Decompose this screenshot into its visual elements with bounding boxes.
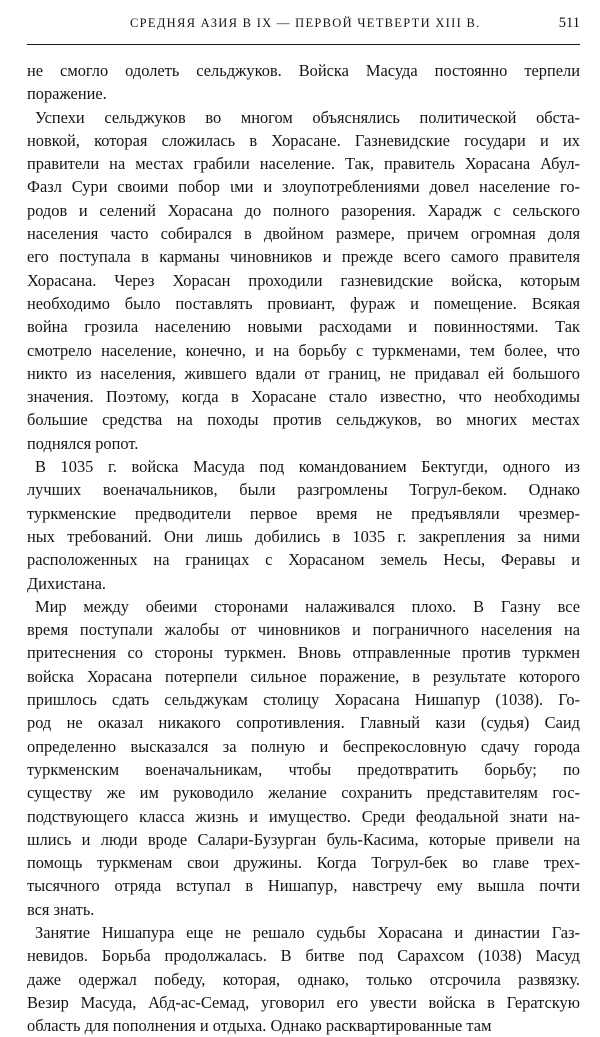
text-line: война грозила населению новыми расходами и повинностями. Так (27, 317, 580, 337)
text-line: существу же им руководило желание сохранить представителям гос- (27, 783, 580, 803)
text-line: тысячного отряда вступал в Нишапур, навстречу ему вышла почти (27, 876, 580, 896)
text-line: притеснения со стороны туркмен. Вновь отправленные против туркмен (27, 643, 580, 663)
text-line: не смогло одолеть сельджуков. Войска Масуда постоянно терпели (27, 61, 580, 80)
paragraph (27, 595, 580, 921)
text-line: определенно высказался за полную и беспрекословную сдачу города (27, 736, 580, 756)
text-line: ных требований. Они лишь добились в 1035 г. закрепления за ними (27, 526, 580, 546)
text-line: область для пополнения и отдыха. Однако расквартированные там (27, 1016, 492, 1036)
text-line: необходимо было поставлять провиант, фураж и помещение. Всякая (27, 293, 580, 313)
text-line: поднялся ропот. (27, 433, 139, 453)
text-line: Мир между обеими сторонами налаживался плохо. В Газну все (35, 596, 580, 616)
text-line: подствующего класса жизнь и имущество. Среди феодальной знати на- (27, 806, 580, 826)
paragraph (27, 455, 580, 595)
text-line: большие средства на походы против сельджуков, во многих местах (27, 410, 580, 430)
text-line: Фазл Сури своими побор ιми и злоупотреблениями довел население го- (27, 177, 580, 197)
text-line: правители на местах грабили население. Так, правитель Хорасана Абул- (27, 154, 580, 174)
text-line: Дихистана. (27, 573, 106, 593)
text-line: время поступали жалобы от чиновников и пограничного населения на (27, 620, 580, 640)
text-line: вся знать. (27, 899, 95, 919)
text-line: лучших военачальников, были разгромлены Тогрул-беком. Однако (27, 480, 580, 500)
page-number: 511 (558, 15, 580, 31)
text-line: значения. Поэтому, когда в Хорасане стало известно, что необходимы (27, 387, 580, 407)
text-line: туркменские предводители первое время не предъявляли чрезмер- (27, 503, 580, 523)
text-line: даже одержал победу, которая, однако, только отсрочила развязку. (27, 969, 580, 989)
text-line: войска Хорасана потерпели сильное поражение, в результате которого (27, 666, 580, 686)
text-line: Успехи сельджуков во многом объяснялись политической обста- (35, 107, 580, 127)
page-header (27, 16, 580, 40)
text-line: никто из населения, жившего вдали от границ, не придавал ей большого (27, 363, 580, 383)
text-line: В 1035 г. войска Масуда под командованием Бектугди, одного из (35, 457, 580, 477)
text-line: род не оказал никакого сопротивления. Главный кази (судья) Саид (27, 713, 580, 733)
text-line: Хорасана. Через Хорасан проходили газневидские войска, которым (27, 270, 580, 290)
text-line: невидов. Борьба продолжалась. В битве под Сарахсом (1038) Масуд (27, 946, 580, 966)
text-line: родов и селений Хорасана до полного разорения. Харадж с сельского (27, 200, 580, 220)
header-rule (27, 44, 580, 45)
text-line: туркменским военачальникам, чтобы предотвратить борьбу; по (27, 759, 580, 779)
text-line: расположенных на границах с Хорасаном земель Несы, Феравы и (27, 550, 580, 570)
running-title: СРЕДНЯЯ АЗИЯ В IX — ПЕРВОЙ ЧЕТВЕРТИ XIII В. (130, 16, 481, 30)
body-text (27, 59, 580, 1037)
text-line: поражение. (27, 84, 107, 104)
text-line: смотрело население, конечно, и на борьбу с туркменами, тем более, что (27, 340, 580, 360)
paragraph (27, 106, 580, 455)
paragraph (27, 921, 580, 1037)
text-line: Занятие Нишапура еще не решало судьбы Хорасана и династии Газ- (35, 922, 580, 942)
text-line: его поступала в карманы чиновников и прежде всего самого правителя (27, 247, 580, 267)
text-line: шлись и люди вроде Салари-Бузурган буль-Касима, которые привели на (27, 829, 580, 849)
text-line: новкой, которая сложилась в Хорасане. Газневидские государи и их (27, 130, 580, 150)
text-line: Везир Масуда, Абд-ас-Семад, уговорил его увести войска в Гератскую (27, 992, 580, 1012)
paragraph (27, 59, 580, 106)
text-line: населения часто собирался в двойном размере, причем огромная доля (27, 224, 580, 244)
text-line: помощь туркменам свои дружины. Когда Тогрул-бек во главе трех- (27, 853, 580, 873)
text-line: пришлось сдать сельджукам столицу Хорасана Нишапур (1038). Го- (27, 690, 580, 710)
